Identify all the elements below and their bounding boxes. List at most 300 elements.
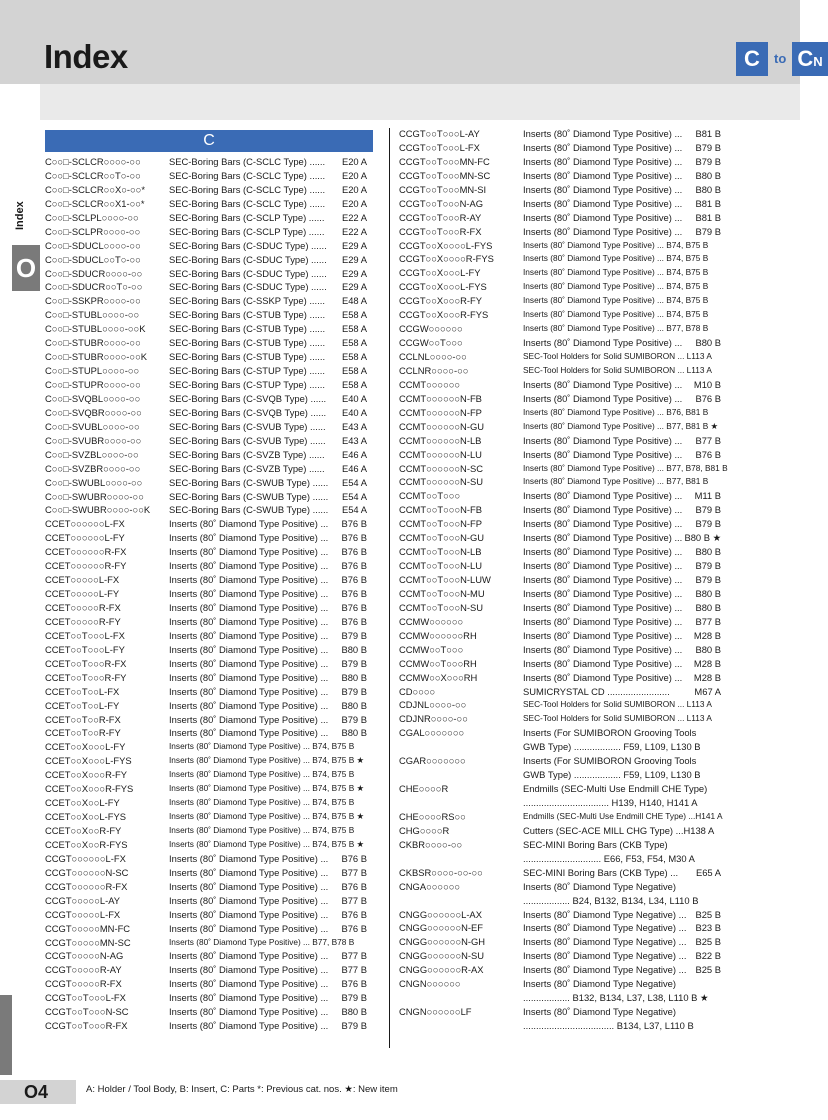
entry-description: Inserts (80˚ Diamond Type Positive) ... B74, B75 B ★ bbox=[169, 838, 364, 849]
index-entry bbox=[399, 1019, 729, 1033]
entry-code: CCGT○○T○○○R-AY bbox=[399, 211, 482, 223]
entry-description: SEC-Boring Bars (C-SVUB Type) ...... bbox=[169, 420, 326, 432]
entry-code: CCMT○○○○○○N-GU bbox=[399, 420, 485, 432]
entry-description: Inserts (80˚ Diamond Type Positive) ... bbox=[523, 183, 683, 195]
index-entry bbox=[45, 364, 375, 378]
index-entry bbox=[45, 1019, 375, 1033]
entry-description: SEC-MINI Boring Bars (CKB Type) bbox=[523, 838, 668, 850]
page-number: O4 bbox=[24, 1082, 49, 1102]
index-entry bbox=[45, 880, 375, 894]
index-entry bbox=[399, 838, 729, 852]
entry-code: CDJNL○○○○-○○ bbox=[399, 699, 467, 711]
entry-description: Inserts (80˚ Diamond Type Positive) ... B74, B75 B ★ bbox=[169, 811, 364, 822]
index-entry bbox=[45, 740, 375, 754]
index-entry bbox=[399, 475, 729, 489]
entry-page: E46 A bbox=[341, 462, 367, 474]
entry-page: E65 A bbox=[695, 866, 721, 878]
index-entry bbox=[399, 671, 729, 685]
entry-code: CCET○○○○○R-FY bbox=[45, 615, 121, 627]
entry-code: CCGT○○○○○R-FX bbox=[45, 978, 122, 990]
entry-page: M10 B bbox=[693, 378, 721, 390]
entry-description: Inserts (80˚ Diamond Type Positive) ... B74, B75 B bbox=[169, 825, 355, 835]
entry-page: B77 B bbox=[341, 964, 367, 976]
entry-description: Inserts (80˚ Diamond Type Positive) ... bbox=[169, 964, 329, 976]
entry-code: C○○□-STUBL○○○○-○○ bbox=[45, 309, 140, 321]
index-entry bbox=[399, 615, 729, 629]
entry-code: CCGT○○X○○○R-FYS bbox=[399, 309, 489, 321]
index-entry bbox=[45, 294, 375, 308]
index-entry bbox=[45, 866, 375, 880]
index-entry bbox=[399, 698, 729, 712]
entry-description: Inserts (80˚ Diamond Type Positive) ... B74, B75 B bbox=[169, 769, 355, 780]
header-band bbox=[40, 84, 800, 120]
entry-description: SEC-Boring Bars (C-SCLP Type) ...... bbox=[169, 225, 325, 237]
entry-description: Inserts (80˚ Diamond Type Positive) ... bbox=[169, 852, 329, 864]
entry-code: CD○○○○ bbox=[399, 685, 436, 697]
index-entry bbox=[45, 908, 375, 922]
entry-description: SEC-Boring Bars (C-STUB Type) ...... bbox=[169, 351, 326, 363]
sidebar-section-tab: O bbox=[12, 245, 40, 291]
entry-code: CKBSR○○○○-○○-○○ bbox=[399, 866, 483, 878]
entry-page: B23 B bbox=[695, 922, 721, 934]
entry-code: CCET○○○○○○R-FX bbox=[45, 546, 127, 558]
entry-code: CCMT○○○○○○N-FP bbox=[399, 406, 482, 418]
entry-code: C○○□-SDUCL○○T○-○○ bbox=[45, 253, 141, 265]
entry-page: B76 B bbox=[341, 908, 367, 920]
entry-description: ................................. H139, H140, H141 A bbox=[523, 797, 698, 808]
entry-code: CHE○○○○R bbox=[399, 783, 449, 795]
entry-description: Inserts (80˚ Diamond Type Positive) ... B76, B81 B bbox=[523, 406, 709, 417]
index-entry bbox=[399, 127, 729, 141]
index-entry bbox=[45, 894, 375, 908]
index-entry bbox=[45, 490, 375, 504]
entry-description: Inserts (80˚ Diamond Type Positive) ... B74, B75 B bbox=[523, 309, 709, 320]
index-entry bbox=[45, 573, 375, 587]
entry-code: CHE○○○○RS○○ bbox=[399, 810, 466, 822]
entry-description: Inserts (80˚ Diamond Type Positive) ... bbox=[169, 588, 329, 600]
entry-page: B77 B bbox=[341, 950, 367, 962]
entry-page: E43 A bbox=[341, 420, 367, 432]
entry-description: SEC-Tool Holders for Solid SUMIBORON ... L113 A bbox=[523, 364, 712, 375]
entry-code: CCGT○○○○○MN-FC bbox=[45, 922, 131, 934]
index-entry bbox=[45, 239, 375, 253]
entry-code: CCGT○○T○○○L-AY bbox=[399, 128, 480, 139]
index-entry bbox=[45, 977, 375, 991]
entry-code: C○○□-SVQBR○○○○-○○ bbox=[45, 406, 142, 418]
entry-code: CCMW○○T○○○ bbox=[399, 643, 464, 655]
entry-description: Inserts (80˚ Diamond Type Positive) ... bbox=[523, 434, 683, 446]
index-entry bbox=[45, 545, 375, 559]
index-entry bbox=[45, 810, 375, 824]
entry-page: B80 B bbox=[695, 601, 721, 613]
entry-page: B79 B bbox=[695, 574, 721, 585]
index-entry bbox=[399, 197, 729, 211]
entry-description: Inserts (80˚ Diamond Type Positive) ... B74, B75 B bbox=[523, 239, 709, 250]
entry-code: C○○□-STUPR○○○○-○○ bbox=[45, 379, 141, 390]
index-entry bbox=[399, 685, 729, 699]
entry-code: CCET○○○○○L-FX bbox=[45, 574, 120, 586]
index-entry bbox=[399, 294, 729, 308]
entry-description: SEC-Boring Bars (C-SDUC Type) ...... bbox=[169, 267, 327, 279]
sidebar-bottom-bar bbox=[0, 995, 12, 1075]
index-entry bbox=[45, 280, 375, 294]
entry-code: CCET○○T○○L-FX bbox=[45, 685, 120, 697]
entry-page: E20 A bbox=[341, 156, 367, 167]
index-entry bbox=[45, 183, 375, 197]
index-entry bbox=[399, 991, 729, 1005]
entry-description: Inserts (80˚ Diamond Type Positive) ... bbox=[169, 699, 329, 711]
entry-code: C○○□-SDUCR○○○○-○○ bbox=[45, 267, 143, 279]
entry-description: Inserts (80˚ Diamond Type Negative) ... bbox=[523, 950, 687, 962]
index-entry bbox=[45, 643, 375, 657]
index-entry bbox=[399, 489, 729, 503]
entry-code: CCMT○○T○○○N-FB bbox=[399, 504, 482, 516]
entry-code: C○○□-SVUBR○○○○-○○ bbox=[45, 434, 142, 446]
entry-description: Inserts (80˚ Diamond Type Positive) ... bbox=[169, 546, 329, 558]
entry-code: C○○□-SDUCR○○T○-○○ bbox=[45, 281, 143, 293]
entry-code: CCMT○○T○○○ bbox=[399, 490, 461, 502]
entry-page: E58 A bbox=[341, 309, 367, 321]
entry-page: B79 B bbox=[341, 992, 367, 1004]
entry-page: E58 A bbox=[341, 351, 367, 363]
entry-code: CCMW○○T○○○RH bbox=[399, 657, 477, 669]
index-entry bbox=[399, 225, 729, 239]
entry-code: CCGT○○○○○L-FX bbox=[45, 908, 121, 920]
entry-description: Inserts (80˚ Diamond Type Positive) ... bbox=[169, 992, 329, 1004]
entry-code: CCMT○○○○○○N-FB bbox=[399, 392, 482, 404]
index-entry bbox=[399, 378, 729, 392]
entry-code: CCGT○○X○○○○L-FYS bbox=[399, 239, 493, 251]
entry-code: CCGT○○○○○○L-FX bbox=[45, 852, 126, 864]
entry-description: Inserts (80˚ Diamond Type Positive) ... bbox=[523, 225, 683, 237]
entry-code: CCGT○○○○○R-AY bbox=[45, 964, 122, 976]
entry-description: Inserts (80˚ Diamond Type Positive) ... bbox=[169, 866, 329, 878]
entry-description: ................................... B134, L37, L110 B bbox=[523, 1020, 694, 1031]
entry-code: C○○□-SSKPR○○○○-○○ bbox=[45, 295, 141, 307]
index-entry bbox=[399, 949, 729, 963]
entry-code: CCMT○○T○○○N-SU bbox=[399, 601, 484, 613]
entry-code: CCLNL○○○○-○○ bbox=[399, 351, 467, 362]
entry-code: CCMT○○○○○○N-LB bbox=[399, 434, 482, 446]
entry-code: CHG○○○○R bbox=[399, 824, 450, 836]
entry-page: B80 B bbox=[341, 1006, 367, 1018]
entry-page: M28 B bbox=[693, 629, 721, 641]
entry-page: B76 B bbox=[341, 880, 367, 892]
entry-description: Inserts (80˚ Diamond Type Positive) ... bbox=[169, 560, 329, 572]
entry-page: B76 B bbox=[695, 392, 721, 404]
entry-page: B81 B bbox=[695, 211, 721, 223]
index-entry bbox=[45, 336, 375, 350]
index-entry bbox=[399, 211, 729, 225]
entry-page: B76 B bbox=[341, 852, 367, 864]
entry-code: CCET○○T○○○R-FY bbox=[45, 671, 127, 683]
entry-page: B80 B bbox=[695, 169, 721, 181]
entry-description: SEC-Boring Bars (C-SCLC Type) ...... bbox=[169, 183, 326, 195]
entry-code: CCGT○○T○○○MN-SC bbox=[399, 169, 491, 181]
index-entry bbox=[45, 211, 375, 225]
entry-page: E58 A bbox=[341, 379, 367, 390]
entry-page: B79 B bbox=[695, 518, 721, 530]
entry-description: Inserts (80˚ Diamond Type Positive) ... bbox=[523, 141, 683, 153]
index-entry bbox=[399, 587, 729, 601]
entry-page: E29 A bbox=[341, 253, 367, 265]
page-footer bbox=[0, 1080, 800, 1120]
entry-code: C○○□-SVUBL○○○○-○○ bbox=[45, 420, 140, 432]
entry-description: Inserts (80˚ Diamond Type Positive) ... B77, B78 B bbox=[169, 936, 355, 947]
entry-page: E20 A bbox=[341, 169, 367, 181]
entry-code: CNGG○○○○○○N-EF bbox=[399, 922, 483, 934]
entry-description: Inserts (80˚ Diamond Type Positive) ... bbox=[523, 587, 683, 599]
entry-description: Inserts (80˚ Diamond Type Positive) ... bbox=[169, 922, 329, 934]
entry-code: CCET○○X○○○L-FYS bbox=[45, 755, 132, 767]
entry-description: SEC-Boring Bars (C-SDUC Type) ...... bbox=[169, 253, 327, 265]
entry-description: SEC-Boring Bars (C-STUB Type) ...... bbox=[169, 323, 326, 335]
entry-description: Inserts (80˚ Diamond Type Positive) ... bbox=[523, 671, 683, 683]
entry-description: Inserts (80˚ Diamond Type Positive) ... bbox=[169, 685, 329, 697]
entry-page: B76 B bbox=[341, 922, 367, 934]
entry-description: GWB Type) .................. F59, L109, L130 B bbox=[523, 741, 701, 753]
entry-page: E58 A bbox=[341, 365, 367, 377]
index-entry bbox=[45, 699, 375, 713]
entry-code: CCET○○X○○L-FY bbox=[45, 797, 120, 809]
entry-description: Inserts (80˚ Diamond Type Positive) ... bbox=[523, 560, 683, 572]
entry-code: CCMT○○T○○○N-MU bbox=[399, 587, 485, 599]
entry-page: E40 A bbox=[341, 406, 367, 418]
entry-page: E54 A bbox=[341, 476, 367, 488]
entry-code: CCGT○○T○○○R-FX bbox=[399, 225, 482, 237]
entry-code: CCET○○○○○R-FX bbox=[45, 602, 121, 613]
entry-page: B76 B bbox=[341, 560, 367, 572]
index-entry bbox=[45, 949, 375, 963]
index-entry bbox=[45, 308, 375, 322]
index-entry bbox=[399, 754, 729, 768]
entry-description: Inserts (80˚ Diamond Type Positive) ... bbox=[169, 978, 329, 990]
entry-code: CNGG○○○○○○N-SU bbox=[399, 950, 485, 962]
index-entry bbox=[45, 434, 375, 448]
entry-description: Endmills (SEC-Multi Use Endmill CHE Type) ...H141 A bbox=[523, 810, 723, 821]
entry-page: B80 B bbox=[695, 546, 721, 558]
index-entry bbox=[399, 573, 729, 587]
entry-code: CCMW○○○○○○ bbox=[399, 615, 464, 627]
index-entry bbox=[45, 824, 375, 838]
index-entry bbox=[399, 406, 729, 420]
entry-description: Inserts (80˚ Diamond Type Positive) ... bbox=[523, 657, 683, 669]
entry-description: Inserts (80˚ Diamond Type Positive) ... bbox=[523, 629, 683, 641]
entry-code: CCET○○T○○L-FY bbox=[45, 699, 120, 711]
entry-page: B80 B bbox=[341, 643, 367, 655]
entry-code: CGAL○○○○○○○ bbox=[399, 727, 465, 739]
entry-code: CCMT○○T○○○N-FP bbox=[399, 518, 482, 530]
entry-description: Inserts (For SUMIBORON Grooving Tools bbox=[523, 727, 697, 739]
entry-page: E58 A bbox=[341, 323, 367, 335]
index-entry bbox=[399, 921, 729, 935]
entry-code: CCMT○○○○○○N-SU bbox=[399, 476, 483, 488]
index-entry bbox=[399, 183, 729, 197]
index-entry bbox=[399, 252, 729, 266]
entry-code: C○○□-SCLCR○○X○-○○* bbox=[45, 183, 145, 195]
entry-description: Inserts (80˚ Diamond Type Positive) ... B74, B75 B ★ bbox=[169, 755, 364, 766]
page-number-box bbox=[0, 1080, 76, 1104]
entry-description: Inserts (80˚ Diamond Type Positive) ... bbox=[523, 155, 683, 167]
entry-description: Inserts (80˚ Diamond Type Positive) ... bbox=[169, 727, 329, 739]
index-entry bbox=[399, 796, 729, 810]
entry-description: Inserts (80˚ Diamond Type Positive) ... bbox=[523, 448, 683, 460]
entry-page: B76 B bbox=[341, 602, 367, 613]
entry-page: B76 B bbox=[341, 574, 367, 586]
entry-description: Inserts (80˚ Diamond Type Positive) ... bbox=[523, 378, 683, 390]
entry-page: E46 A bbox=[341, 448, 367, 460]
entry-code: C○○□-SVQBL○○○○-○○ bbox=[45, 392, 141, 404]
entry-page: B80 B ★ bbox=[684, 532, 721, 544]
index-entry bbox=[399, 434, 729, 448]
entry-description: SEC-Boring Bars (C-SWUB Type) ...... bbox=[169, 476, 329, 488]
entry-description: Inserts (80˚ Diamond Type Positive) ... bbox=[169, 908, 329, 920]
index-entry bbox=[399, 908, 729, 922]
range-to-sub: N bbox=[813, 54, 823, 69]
entry-description: Inserts (80˚ Diamond Type Positive) ... bbox=[523, 128, 683, 139]
entry-page: M67 A bbox=[694, 685, 721, 697]
entry-page: B79 B bbox=[695, 225, 721, 237]
entry-code: CCET○○○○○○L-FY bbox=[45, 532, 125, 544]
entry-page: B80 B bbox=[341, 727, 367, 739]
entry-code: C○○□-SCLCR○○X1-○○* bbox=[45, 197, 145, 209]
entry-description: SEC-Boring Bars (C-SCLC Type) ...... bbox=[169, 169, 326, 181]
entry-code: CCGT○○○○○○R-FX bbox=[45, 880, 128, 892]
entry-description: Inserts (80˚ Diamond Type Positive) ... bbox=[169, 657, 329, 669]
entry-description: Inserts (80˚ Diamond Type Positive) ... bbox=[169, 1020, 329, 1032]
entry-description: Inserts (80˚ Diamond Type Negative) bbox=[523, 978, 677, 990]
index-entry bbox=[45, 350, 375, 364]
entry-description: Inserts (80˚ Diamond Type Negative) bbox=[523, 880, 677, 892]
index-entry bbox=[45, 225, 375, 239]
column-divider bbox=[389, 128, 390, 1048]
entry-code: CCET○○T○○R-FY bbox=[45, 727, 121, 739]
entry-page: B81 B bbox=[695, 197, 721, 209]
index-entry bbox=[45, 1005, 375, 1019]
entry-page: B76 B bbox=[341, 978, 367, 990]
index-entry bbox=[399, 448, 729, 462]
entry-page: B79 B bbox=[695, 155, 721, 167]
entry-description: Inserts (80˚ Diamond Type Positive) ... B74, B75 B bbox=[523, 253, 709, 264]
index-entry bbox=[399, 629, 729, 643]
index-entry bbox=[45, 448, 375, 462]
entry-description: SEC-Boring Bars (C-SVZB Type) ...... bbox=[169, 462, 325, 474]
page-header bbox=[0, 0, 823, 84]
index-entry bbox=[45, 838, 375, 852]
entry-description: Inserts (80˚ Diamond Type Positive) ... bbox=[523, 532, 683, 544]
index-entry bbox=[399, 1005, 729, 1019]
entry-page: B79 B bbox=[341, 713, 367, 725]
index-entry bbox=[399, 712, 729, 726]
entry-description: Inserts (80˚ Diamond Type Positive) ... bbox=[523, 518, 683, 530]
entry-description: SEC-Boring Bars (C-SCLC Type) ...... bbox=[169, 156, 326, 167]
entry-description: Inserts (80˚ Diamond Type Positive) ... B77, B78, B81 B bbox=[523, 462, 728, 473]
index-entry bbox=[399, 768, 729, 782]
index-entry bbox=[399, 852, 729, 866]
entry-code: C○○□-SWUBL○○○○-○○ bbox=[45, 476, 143, 488]
entry-page: B77 B bbox=[695, 615, 721, 627]
entry-description: Inserts (80˚ Diamond Type Positive) ... bbox=[169, 629, 329, 641]
entry-code: CCMT○○T○○○N-LB bbox=[399, 546, 482, 558]
index-entry bbox=[45, 768, 375, 782]
entry-code: CKBR○○○○-○○ bbox=[399, 838, 463, 850]
index-entry bbox=[45, 782, 375, 796]
entry-description: Inserts (80˚ Diamond Type Positive) ... bbox=[169, 574, 329, 586]
entry-code: CCET○○○○○○R-FY bbox=[45, 560, 127, 572]
entry-description: SEC-Boring Bars (C-STUP Type) ...... bbox=[169, 379, 325, 390]
entry-code: CCGW○○○○○○ bbox=[399, 323, 463, 335]
entry-code: CNGN○○○○○○ bbox=[399, 978, 461, 990]
index-entry bbox=[399, 462, 729, 476]
entry-description: Inserts (80˚ Diamond Type Negative) ... bbox=[523, 964, 687, 976]
index-entry bbox=[399, 824, 729, 838]
entry-page: E58 A bbox=[341, 337, 367, 349]
entry-description: SEC-Boring Bars (C-SSKP Type) ...... bbox=[169, 295, 325, 307]
entry-page: B76 B bbox=[341, 615, 367, 627]
entry-page: B25 B bbox=[695, 936, 721, 948]
entry-description: Inserts (80˚ Diamond Type Positive) ... B74, B75 B bbox=[523, 281, 709, 292]
entry-page: B79 B bbox=[341, 629, 367, 641]
entry-page: B79 B bbox=[341, 1020, 367, 1032]
entry-code: C○○□-SWUBR○○○○-○○ bbox=[45, 490, 144, 502]
entry-code: CCET○○T○○R-FX bbox=[45, 713, 121, 725]
entry-code: CCET○○X○○R-FY bbox=[45, 825, 122, 836]
entry-code: CNGN○○○○○○LF bbox=[399, 1006, 472, 1018]
entry-code: CNGG○○○○○○L-AX bbox=[399, 908, 482, 920]
entry-code: CCET○○X○○○L-FY bbox=[45, 741, 126, 753]
range-from-box: C bbox=[736, 42, 768, 76]
entry-code: CNGA○○○○○○ bbox=[399, 880, 461, 892]
entry-code: CCMT○○○○○○N-LU bbox=[399, 448, 482, 460]
index-entry bbox=[45, 378, 375, 392]
entry-code: CCET○○○○○○L-FX bbox=[45, 518, 125, 530]
index-entry bbox=[45, 155, 375, 169]
index-entry bbox=[45, 991, 375, 1005]
index-entry bbox=[399, 810, 729, 824]
entry-code: C○○□-SCLCR○○○○-○○ bbox=[45, 156, 141, 167]
entry-code: C○○□-SCLCR○○T○-○○ bbox=[45, 169, 141, 181]
entry-description: Endmills (SEC-Multi Use Endmill CHE Type) bbox=[523, 783, 708, 795]
entry-description: Inserts (80˚ Diamond Type Positive) ... bbox=[523, 197, 683, 209]
index-entry bbox=[45, 462, 375, 476]
entry-page: E54 A bbox=[341, 490, 367, 502]
entry-page: E40 A bbox=[341, 392, 367, 404]
entry-page: E48 A bbox=[341, 295, 367, 307]
index-entry bbox=[399, 155, 729, 169]
entry-code: CCGT○○X○○○L-FYS bbox=[399, 281, 487, 293]
entry-code: CCMT○○○○○○ bbox=[399, 378, 461, 390]
index-entry bbox=[45, 392, 375, 406]
index-entry bbox=[399, 531, 729, 545]
entry-description: Inserts (For SUMIBORON Grooving Tools bbox=[523, 755, 697, 767]
entry-code: CCET○○X○○○R-FYS bbox=[45, 783, 134, 795]
entry-page: B77 B bbox=[341, 894, 367, 906]
entry-description: Inserts (80˚ Diamond Type Negative) ... bbox=[523, 936, 687, 948]
entry-code: CCMT○○○○○○N-SC bbox=[399, 462, 483, 474]
index-entry bbox=[45, 503, 375, 517]
entry-description: Inserts (80˚ Diamond Type Positive) ... B74, B75 B ★ bbox=[169, 783, 364, 794]
section-heading-c: C bbox=[45, 130, 373, 152]
index-entry bbox=[399, 503, 729, 517]
entry-description: Inserts (80˚ Diamond Type Positive) ... bbox=[169, 615, 329, 627]
entry-description: Inserts (80˚ Diamond Type Positive) ... bbox=[523, 211, 683, 223]
index-entry bbox=[45, 657, 375, 671]
entry-page: M28 B bbox=[693, 671, 721, 683]
entry-description: Inserts (80˚ Diamond Type Positive) ... bbox=[169, 602, 329, 613]
entry-code: C○○□-SCLPL○○○○-○○ bbox=[45, 211, 139, 223]
entry-code: C○○□-SVZBR○○○○-○○ bbox=[45, 462, 141, 474]
entry-page: B80 B bbox=[341, 699, 367, 711]
